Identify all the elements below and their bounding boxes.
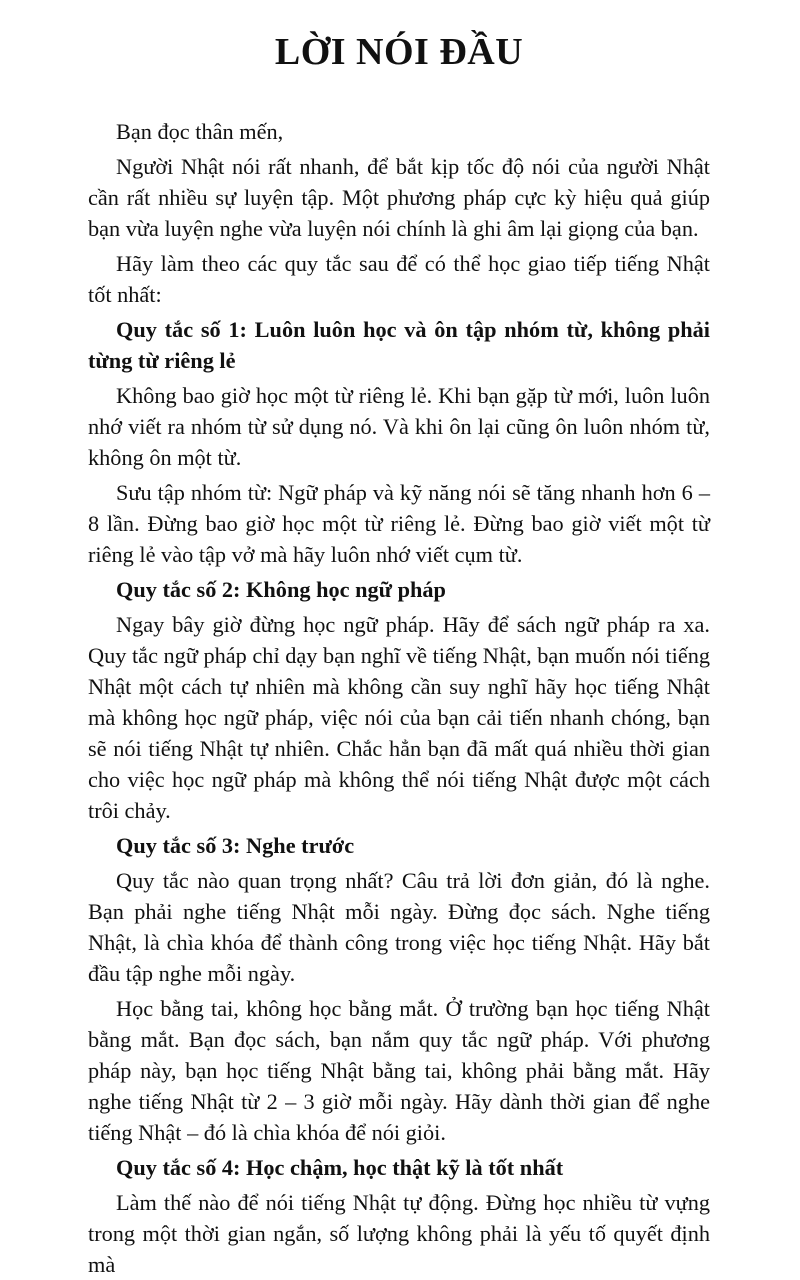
rule-4-heading: Quy tắc số 4: Học chậm, học thật kỹ là tốt nhất bbox=[116, 1155, 564, 1180]
page-title: LỜI NÓI ĐẦU bbox=[274, 31, 524, 73]
rule-3-heading: Quy tắc số 3: Nghe trước bbox=[116, 833, 355, 858]
rule-1-paragraph-1: Không bao giờ học một từ riêng lẻ. Khi bạn gặp từ mới, luôn luôn nhớ viết ra nhóm từ sử dụng nó. Và khi ôn lại cũng ôn luôn nhóm từ, không ôn một từ. bbox=[88, 383, 710, 470]
intro-paragraph: Người Nhật nói rất nhanh, để bắt kịp tốc độ nói của người Nhật cần rất nhiều sự luyện tập. Một phương pháp cực kỳ hiệu quả giúp bạn vừa luyện nghe vừa luyện nói chính là ghi âm lại giọng của bạn. bbox=[88, 154, 710, 241]
rule-4-paragraph: Làm thế nào để nói tiếng Nhật tự động. Đừng học nhiều từ vựng trong một thời gian ngắn, số lượng không phải là yếu tố quyết định mà bbox=[88, 1190, 710, 1277]
rule-1-paragraph-2: Sưu tập nhóm từ: Ngữ pháp và kỹ năng nói sẽ tăng nhanh hơn 6 – 8 lần. Đừng bao giờ học một từ riêng lẻ. Đừng bao giờ viết một từ riêng lẻ vào tập vở mà hãy luôn nhớ viết cụm từ. bbox=[88, 480, 710, 567]
rule-3-paragraph-2: Học bằng tai, không học bằng mắt. Ở trường bạn học tiếng Nhật bằng mắt. Bạn đọc sách, bạn nắm quy tắc ngữ pháp. Với phương pháp này, bạn học tiếng Nhật bằng tai, không phải bằng mắt. Hãy nghe tiếng Nhật từ 2 – 3 giờ mỗi ngày. Hãy dành thời gian để nghe tiếng Nhật – đó là chìa khóa để nói giỏi. bbox=[88, 996, 710, 1145]
rule-2-paragraph: Ngay bây giờ đừng học ngữ pháp. Hãy để sách ngữ pháp ra xa. Quy tắc ngữ pháp chỉ dạy bạn nghĩ về tiếng Nhật, bạn muốn nói tiếng Nhật một cách tự nhiên mà không cần suy nghĩ hãy học tiếng Nhật mà không học ngữ pháp, việc nói của bạn cải tiến nhanh chóng, bạn sẽ nói tiếng Nhật tự nhiên. Chắc hẳn bạn đã mất quá nhiều thời gian cho việc học ngữ pháp mà không thể nói tiếng Nhật được một cách trôi chảy. bbox=[88, 612, 711, 823]
rules-lead-paragraph: Hãy làm theo các quy tắc sau để có thể học giao tiếp tiếng Nhật tốt nhất: bbox=[88, 251, 710, 307]
rule-2-heading: Quy tắc số 2: Không học ngữ pháp bbox=[116, 577, 446, 602]
rule-1-heading: Quy tắc số 1: Luôn luôn học và ôn tập nhóm từ, không phải từng từ riêng lẻ bbox=[88, 317, 710, 373]
greeting-paragraph: Bạn đọc thân mến, bbox=[116, 119, 284, 144]
rule-3-paragraph-1: Quy tắc nào quan trọng nhất? Câu trả lời đơn giản, đó là nghe. Bạn phải nghe tiếng Nhật mỗi ngày. Đừng đọc sách. Nghe tiếng Nhật, là chìa khóa để thành công trong việc học tiếng Nhật. Hãy bắt đầu tập nghe mỗi ngày. bbox=[88, 868, 710, 986]
